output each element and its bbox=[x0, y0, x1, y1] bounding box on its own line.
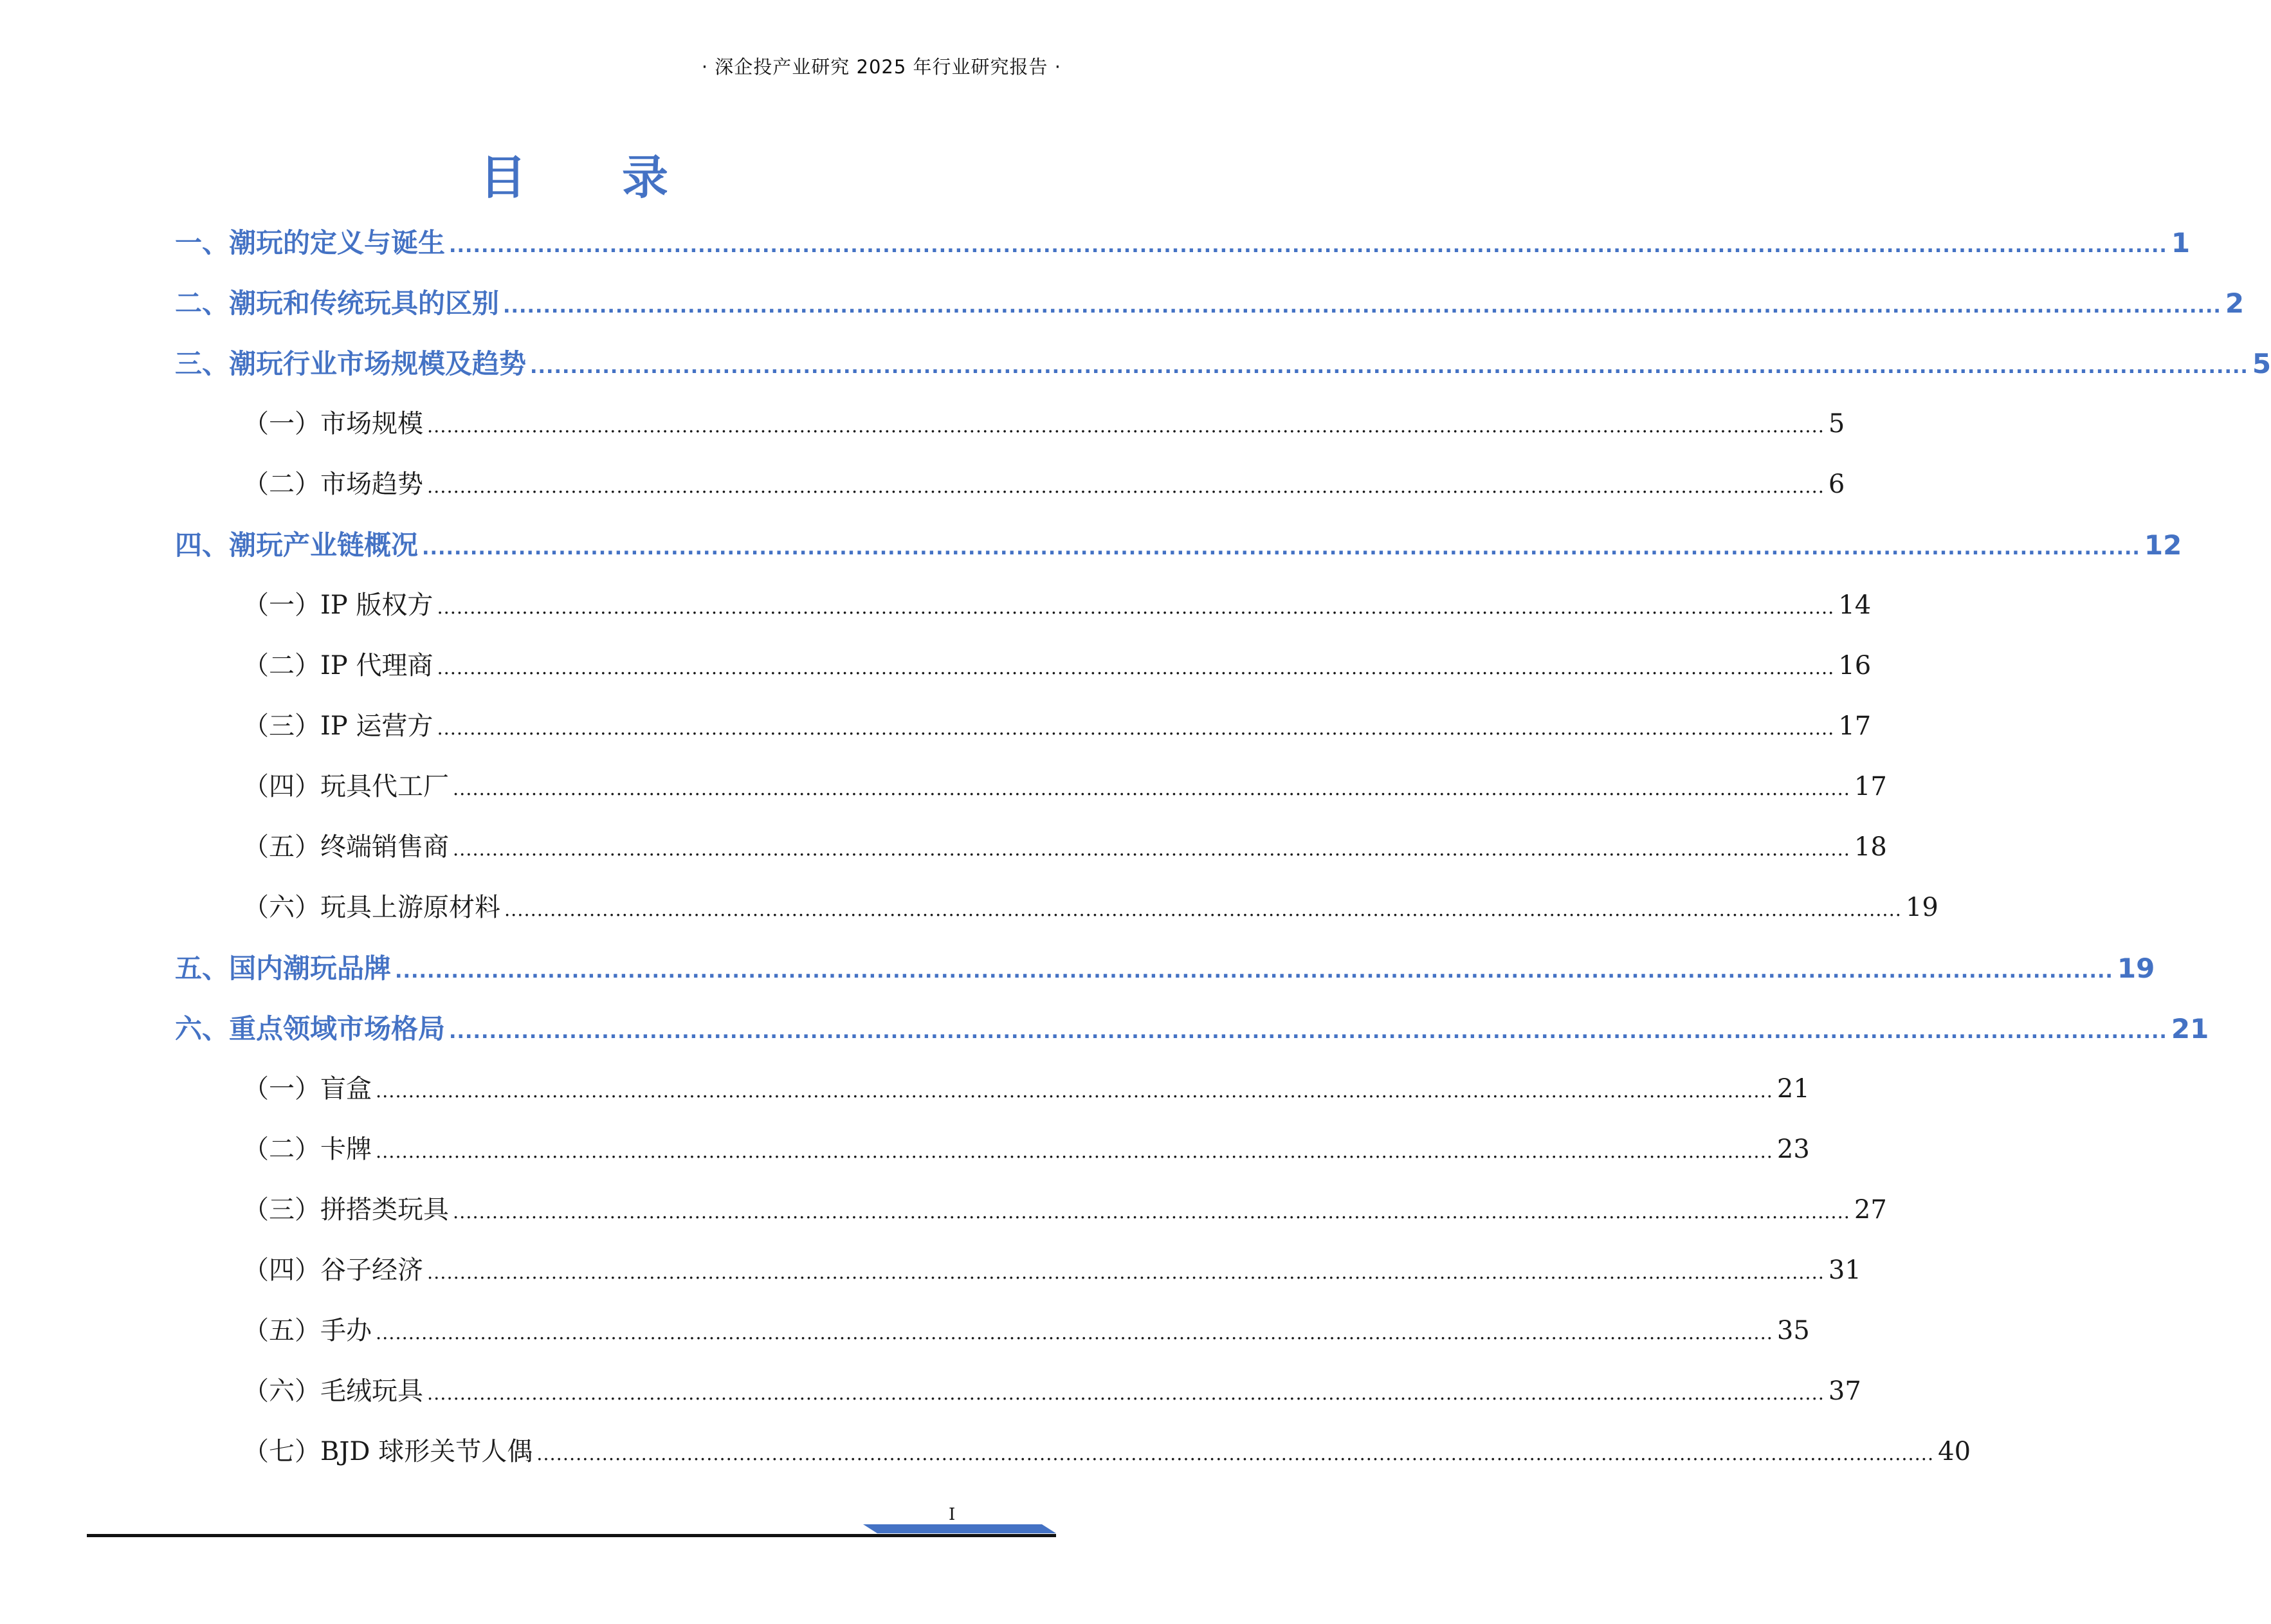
toc-leader-dots: ...................................................................................................................................................................................................................... bbox=[453, 838, 1850, 860]
toc-entry-6[interactable] bbox=[175, 1008, 2209, 1046]
toc-entry-6-5[interactable] bbox=[243, 1310, 1810, 1347]
toc-page-number: 16 bbox=[1838, 651, 1872, 680]
toc-entry-label: 二、潮玩和传统玩具的区别 bbox=[175, 287, 500, 319]
toc-leader-dots: ...................................................................................................................................................................................................................... bbox=[453, 778, 1850, 799]
toc-entry-4[interactable] bbox=[175, 524, 2182, 563]
toc-page-number: 37 bbox=[1828, 1376, 1861, 1406]
toc-page-number: 21 bbox=[2171, 1013, 2209, 1045]
toc-entry-6-6[interactable] bbox=[243, 1371, 1861, 1407]
toc-entry-label: （一）盲盒 bbox=[243, 1074, 372, 1104]
toc-leader-dots: ...................................................................................................................................................................................................................... bbox=[376, 1322, 1773, 1344]
toc-page-number: 14 bbox=[1838, 590, 1872, 620]
toc-page-number: 21 bbox=[1776, 1074, 1810, 1104]
toc-leader-dots: ...................................................................................................................................................................................................................... bbox=[449, 235, 2167, 257]
toc-entry-label: （四）谷子经济 bbox=[243, 1255, 423, 1285]
toc-leader-dots: ...................................................................................................................................................................................................................... bbox=[422, 537, 2140, 560]
toc-leader-dots: ...................................................................................................................................................................................................................... bbox=[503, 295, 2221, 318]
toc-page-number: 31 bbox=[1828, 1255, 1861, 1285]
toc-entry-6-1[interactable] bbox=[243, 1068, 1810, 1105]
toc-entry-label: （五）终端销售商 bbox=[243, 832, 449, 862]
toc-entry-label: （四）玩具代工厂 bbox=[243, 772, 449, 801]
toc-entry-label: （二）卡牌 bbox=[243, 1135, 372, 1164]
toc-entry-label: （三）IP 运营方 bbox=[243, 711, 433, 741]
toc-leader-dots: ...................................................................................................................................................................................................................... bbox=[504, 899, 1902, 920]
toc-entry-label: 四、潮玩产业链概况 bbox=[175, 529, 419, 561]
toc-leader-dots: ...................................................................................................................................................................................................................... bbox=[427, 1382, 1825, 1404]
toc-entry-label: （二）市场趋势 bbox=[243, 470, 423, 499]
toc-page-number: 35 bbox=[1776, 1316, 1810, 1346]
toc-entry-3-1[interactable] bbox=[243, 403, 1845, 440]
toc-leader-dots: ...................................................................................................................................................................................................................... bbox=[536, 1443, 1935, 1464]
toc-page-number: 17 bbox=[1854, 772, 1887, 801]
toc-entry-label: （三）拼搭类玩具 bbox=[243, 1195, 449, 1225]
toc-leader-dots: ...................................................................................................................................................................................................................... bbox=[427, 475, 1825, 497]
toc-page-number: 17 bbox=[1838, 711, 1872, 741]
toc-entry-label: 六、重点领域市场格局 bbox=[175, 1013, 446, 1045]
toc-page-number: 27 bbox=[1854, 1195, 1887, 1225]
toc-entry-label: （六）毛绒玩具 bbox=[243, 1376, 423, 1406]
toc-page-number: 19 bbox=[2117, 953, 2155, 984]
toc-entry-2[interactable] bbox=[175, 282, 2245, 321]
toc-leader-dots: ...................................................................................................................................................................................................................... bbox=[376, 1080, 1773, 1102]
toc-entry-5[interactable] bbox=[175, 947, 2155, 986]
toc-leader-dots: ...................................................................................................................................................................................................................... bbox=[453, 1201, 1850, 1223]
toc-page-number: 18 bbox=[1854, 832, 1887, 862]
toc-entry-4-2[interactable] bbox=[243, 645, 1872, 682]
toc-entry-label: 三、潮玩行业市场规模及趋势 bbox=[175, 348, 527, 379]
toc-entry-3[interactable] bbox=[175, 343, 2271, 381]
toc-page-number: 40 bbox=[1938, 1437, 1971, 1466]
toc-page-number: 5 bbox=[1828, 409, 1845, 439]
toc-entry-label: （二）IP 代理商 bbox=[243, 651, 433, 680]
toc-leader-dots: ...................................................................................................................................................................................................................... bbox=[530, 356, 2248, 378]
toc-entry-4-4[interactable] bbox=[243, 766, 1887, 803]
toc-leader-dots: ...................................................................................................................................................................................................................... bbox=[427, 1261, 1825, 1283]
toc-entry-4-3[interactable] bbox=[243, 706, 1872, 742]
toc-page-number: 1 bbox=[2171, 227, 2191, 259]
toc-entry-4-5[interactable] bbox=[243, 826, 1887, 863]
toc-page-number: 5 bbox=[2252, 348, 2271, 379]
toc-entry-label: （五）手办 bbox=[243, 1316, 372, 1346]
toc-entry-label: （一）IP 版权方 bbox=[243, 590, 433, 620]
footer-line bbox=[87, 1534, 1056, 1537]
toc-entry-6-3[interactable] bbox=[243, 1189, 1887, 1226]
toc-entry-label: （七）BJD 球形关节人偶 bbox=[243, 1437, 533, 1466]
toc-leader-dots: ...................................................................................................................................................................................................................... bbox=[449, 1021, 2167, 1043]
toc-leader-dots: ...................................................................................................................................................................................................................... bbox=[437, 657, 1835, 679]
toc-page-number: 6 bbox=[1828, 470, 1845, 499]
toc-page-number: 19 bbox=[1905, 893, 1938, 922]
toc-entry-3-2[interactable] bbox=[243, 464, 1845, 500]
toc-entry-6-2[interactable] bbox=[243, 1129, 1810, 1165]
toc-entry-6-4[interactable] bbox=[243, 1250, 1861, 1286]
running-header: · 深企投产业研究 2025 年行业研究报告 · bbox=[701, 56, 1061, 78]
toc-entry-4-6[interactable] bbox=[243, 887, 1938, 924]
toc-leader-dots: ...................................................................................................................................................................................................................... bbox=[437, 596, 1835, 618]
toc-entry-1[interactable] bbox=[175, 222, 2191, 260]
toc-entry-label: （六）玩具上游原材料 bbox=[243, 893, 500, 922]
page-number: I bbox=[949, 1505, 956, 1524]
toc-entry-label: 五、国内潮玩品牌 bbox=[175, 953, 392, 984]
footer-accent-tab bbox=[863, 1524, 1056, 1533]
footer-rule bbox=[0, 1523, 1148, 1542]
toc-leader-dots: ...................................................................................................................................................................................................................... bbox=[376, 1140, 1773, 1162]
toc-page-number: 2 bbox=[2225, 287, 2245, 319]
toc-page-number: 23 bbox=[1776, 1135, 1810, 1164]
toc-entry-6-7[interactable] bbox=[243, 1431, 1971, 1468]
toc-entry-4-1[interactable] bbox=[243, 585, 1872, 621]
toc-leader-dots: ...................................................................................................................................................................................................................... bbox=[427, 415, 1825, 437]
toc-leader-dots: ...................................................................................................................................................................................................................... bbox=[395, 960, 2113, 983]
toc-leader-dots: ...................................................................................................................................................................................................................... bbox=[437, 717, 1835, 739]
page-title: 目 录 bbox=[479, 151, 709, 205]
toc-entry-label: 一、潮玩的定义与诞生 bbox=[175, 227, 446, 259]
toc-entry-label: （一）市场规模 bbox=[243, 409, 423, 439]
toc-page-number: 12 bbox=[2144, 529, 2182, 561]
